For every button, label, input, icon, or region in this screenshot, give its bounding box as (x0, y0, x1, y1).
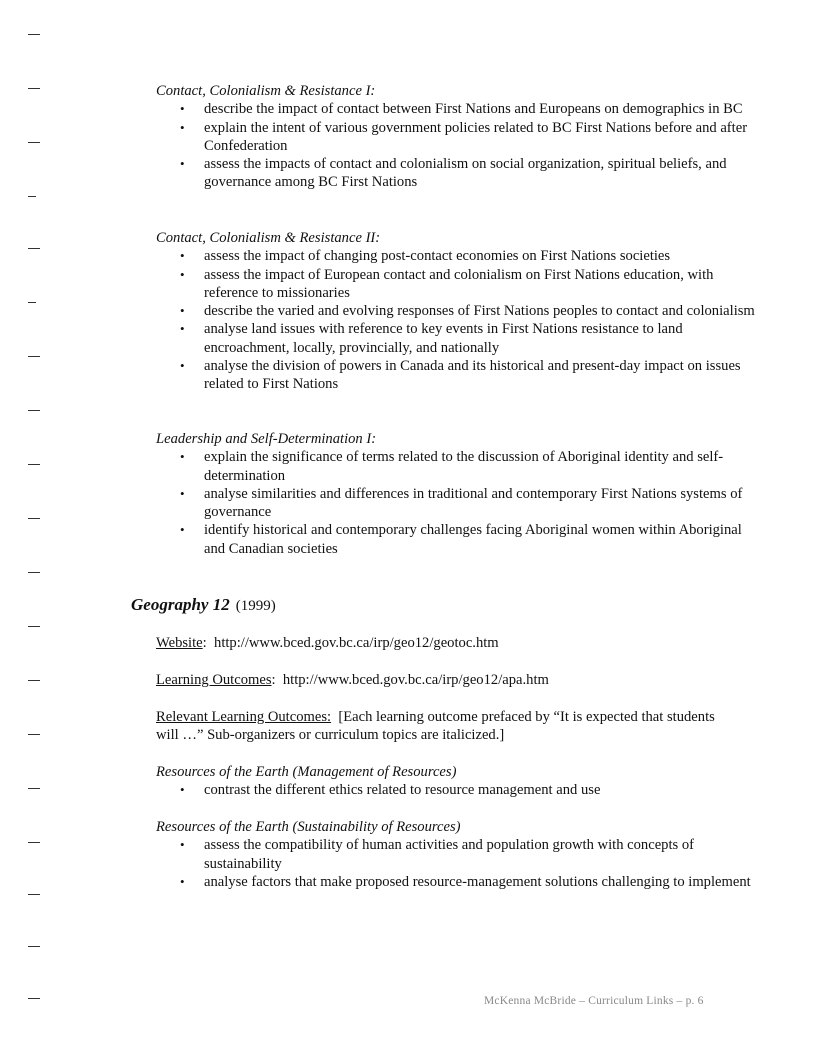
outcome-section (156, 818, 756, 891)
relevant-label: Relevant Learning Outcomes: (156, 709, 332, 725)
margin-tick (28, 842, 40, 843)
page-footer: McKenna McBride – Curriculum Links – p. 6 (484, 995, 704, 1007)
list-item: • analyse land issues with reference to key events in First Nations resistance to land encroachment, locally, provincially, and nationally (156, 320, 756, 357)
relevant-text: [Each learning outcome prefaced by “It is expected that students will …” Sub-organizers or curriculum topics are italicized.] (156, 709, 715, 744)
list-item: • identify historical and contemporary challenges facing Aboriginal women within Aboriginal and Canadian societies (156, 521, 756, 558)
margin-tick (28, 734, 40, 735)
margin-tick (28, 946, 40, 947)
margin-tick (28, 34, 40, 35)
list-item: • describe the varied and evolving responses of First Nations peoples to contact and colonialism (156, 302, 756, 320)
section-heading: Resources of the Earth (Management of Resources) (156, 764, 457, 780)
margin-tick (28, 410, 40, 411)
outcome-section (156, 763, 756, 800)
margin-tick (28, 572, 40, 573)
margin-tick (28, 998, 40, 999)
section-heading: Contact, Colonialism & Resistance II: (156, 230, 381, 246)
list-item: • contrast the different ethics related to resource management and use (156, 781, 756, 799)
bullet-list (156, 247, 756, 393)
website-url[interactable]: http://www.bced.gov.bc.ca/irp/geo12/geotoc.htm (214, 635, 499, 651)
margin-tick (28, 680, 40, 681)
margin-tick (28, 302, 36, 303)
outcome-section (156, 229, 756, 394)
list-item: • explain the significance of terms related to the discussion of Aboriginal identity and self-determination (156, 448, 756, 485)
bullet-list (156, 448, 756, 558)
outcome-section (156, 430, 756, 558)
margin-tick (28, 626, 40, 627)
course-year: (1999) (235, 598, 276, 614)
outcomes-line: Learning Outcomes: http://www.bced.gov.bc.ca/irp/geo12/apa.htm (156, 672, 549, 688)
margin-tick (28, 894, 40, 895)
list-item: • analyse factors that make proposed resource-management solutions challenging to implement (156, 873, 756, 891)
list-item: • assess the impact of European contact and colonialism on First Nations education, with reference to missionaries (156, 266, 756, 303)
list-item: • assess the compatibility of human activities and population growth with concepts of sustainability (156, 836, 756, 873)
section-heading: Resources of the Earth (Sustainability of Resources) (156, 819, 461, 835)
list-item: • describe the impact of contact between First Nations and Europeans on demographics in BC (156, 100, 756, 118)
list-item: • analyse the division of powers in Canada and its historical and present-day impact on issues related to First Nations (156, 357, 756, 394)
course-title (131, 596, 276, 615)
margin-tick (28, 356, 40, 357)
outcomes-url[interactable]: http://www.bced.gov.bc.ca/irp/geo12/apa.htm (282, 672, 549, 688)
margin-tick (28, 788, 40, 789)
website-line: Website: http://www.bced.gov.bc.ca/irp/geo12/geotoc.htm (156, 635, 499, 651)
margin-tick (28, 88, 40, 89)
bullet-list (156, 836, 756, 891)
course-name: Geography 12 (131, 595, 230, 614)
margin-tick (28, 142, 40, 143)
section-heading: Contact, Colonialism & Resistance I: (156, 83, 376, 99)
margin-tick (28, 518, 40, 519)
list-item: • assess the impacts of contact and colonialism on social organization, spiritual beliefs, and governance among BC First Nations (156, 155, 756, 192)
margin-tick (28, 196, 36, 197)
list-item: • assess the impact of changing post-contact economies on First Nations societies (156, 247, 756, 265)
margin-tick (28, 464, 40, 465)
outcomes-label: Learning Outcomes (156, 672, 272, 688)
list-item: • analyse similarities and differences in traditional and contemporary First Nations systems of governance (156, 485, 756, 522)
section-heading: Leadership and Self-Determination I: (156, 431, 377, 447)
website-label: Website (156, 635, 203, 651)
margin-tick (28, 248, 40, 249)
margin-tick-marks (0, 0, 50, 1056)
relevant-outcomes (156, 708, 736, 745)
bullet-list (156, 781, 756, 799)
bullet-list (156, 100, 756, 191)
list-item: • explain the intent of various government policies related to BC First Nations before and after Confederation (156, 119, 756, 156)
outcome-section (156, 82, 756, 192)
